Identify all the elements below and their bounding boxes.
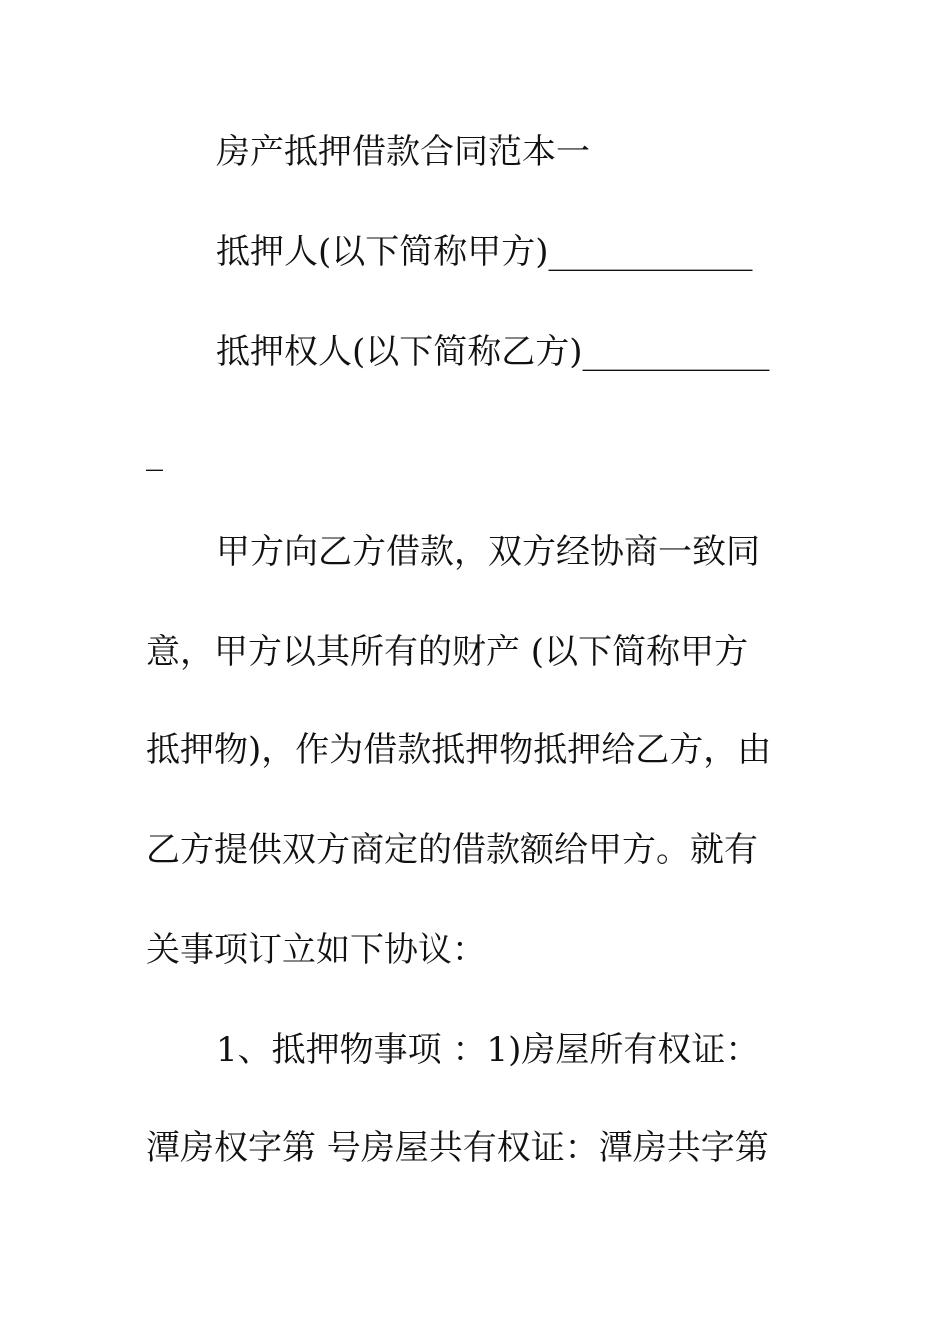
paragraph-line: 抵押物)，作为借款抵押物抵押给乙方，由 — [146, 730, 772, 770]
clause-line: 潭房权字第 号房屋共有权证：潭房共字第 — [146, 1128, 769, 1168]
paragraph-line: 意，甲方以其所有的财产 (以下简称甲方 — [146, 632, 749, 672]
clause-line: 1、抵押物事项 ：1)房屋所有权证： — [216, 1030, 760, 1070]
mortgagor-line: 抵押人(以下简称甲方)____________ — [216, 232, 753, 272]
paragraph-line: 乙方提供双方商定的借款额给甲方。就有 — [146, 830, 758, 870]
mortgagee-line: 抵押权人(以下简称乙方)___________ — [216, 332, 770, 372]
document-title: 房产抵押借款合同范本一 — [216, 132, 590, 172]
mortgagee-line-continuation: _ — [146, 432, 163, 472]
paragraph-line: 关事项订立如下协议： — [146, 930, 486, 970]
paragraph-line: 甲方向乙方借款，双方经协商一致同 — [216, 532, 760, 572]
